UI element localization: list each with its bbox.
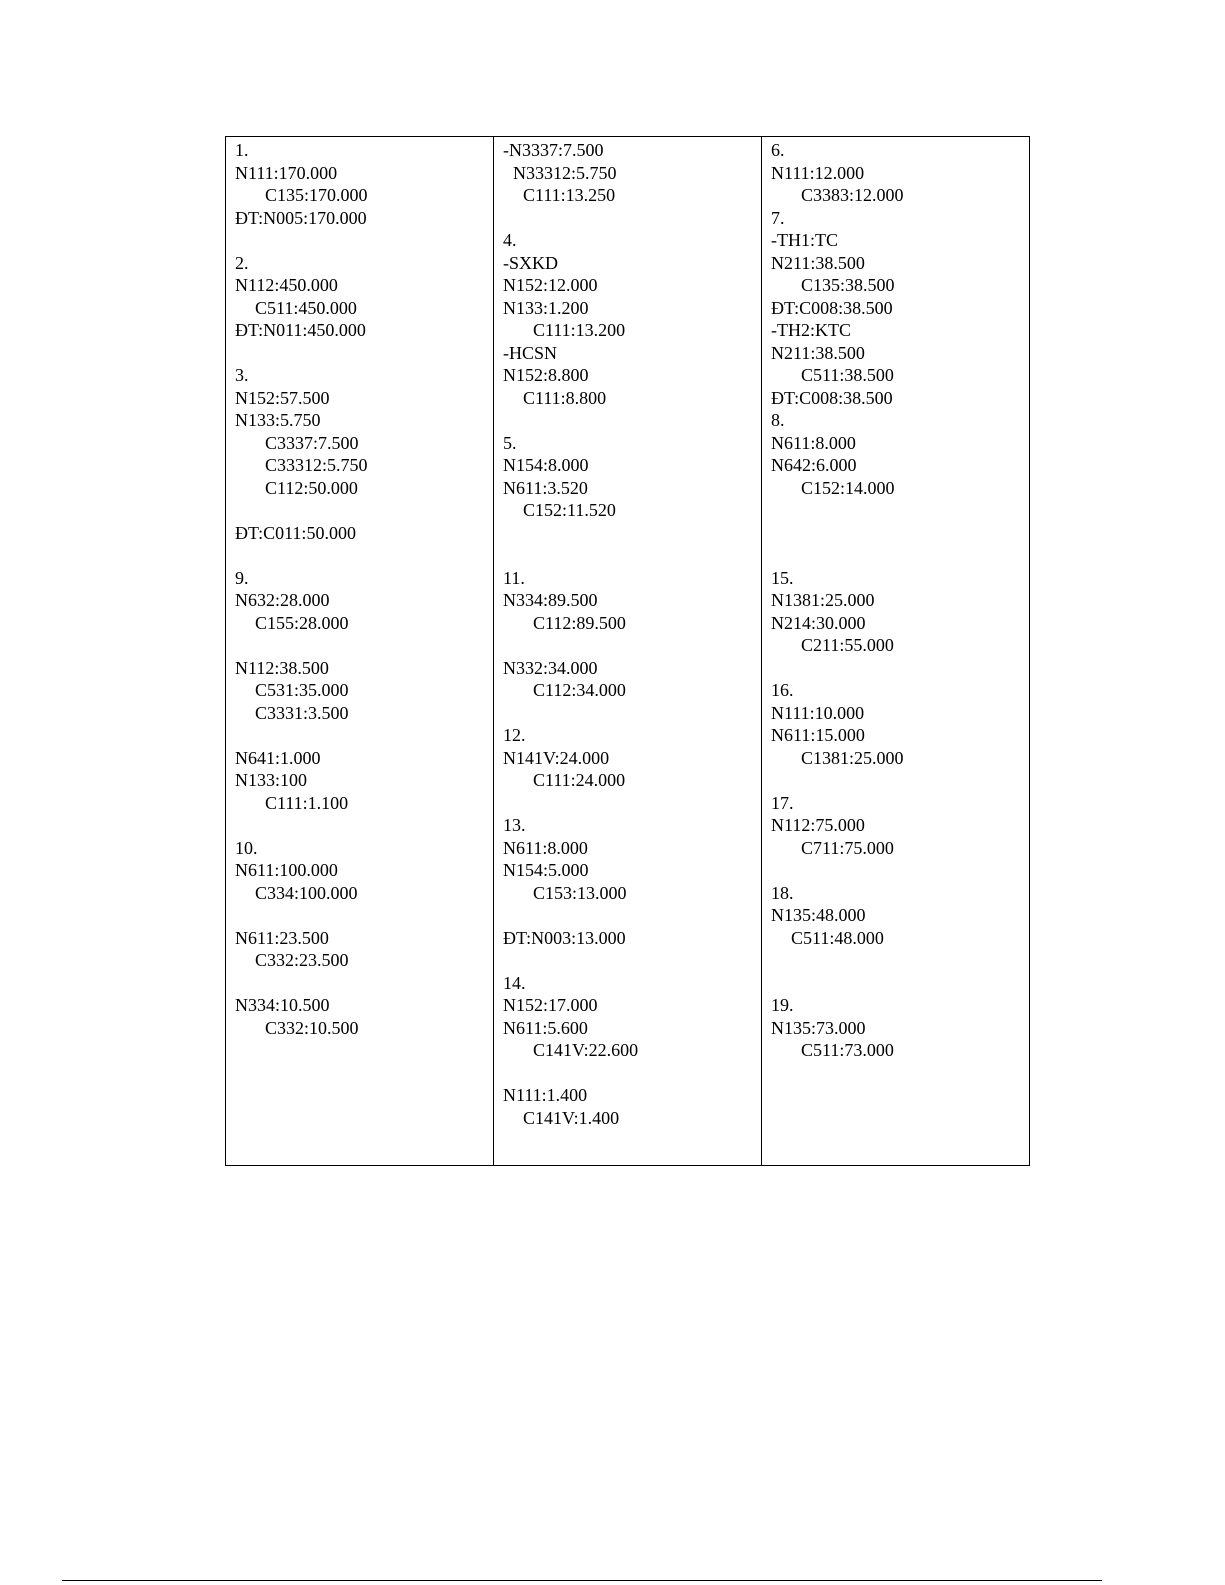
entry-line: C112:89.500 [533, 612, 626, 633]
entry-line: C33312:5.750 [265, 455, 368, 475]
entry-line: 6. [771, 140, 785, 160]
entry-line: C135:170.000 [265, 185, 368, 205]
entry-line: N332:34.000 [503, 657, 598, 678]
entry-line: 17. [771, 792, 794, 813]
entry-line: N111:1.400 [503, 1085, 588, 1105]
entry-line: N133:1.200 [503, 297, 589, 318]
blank-line [771, 859, 1029, 882]
entry-line: C111:24.000 [533, 770, 626, 790]
entry-line: 8. [771, 410, 785, 430]
entry-line: C111:13.200 [533, 320, 626, 340]
entry-line: ĐT:C008:38.500 [771, 387, 893, 408]
page-footer-rule [62, 1580, 1102, 1581]
entry-line: N641:1.000 [235, 747, 321, 768]
blank-line [503, 702, 761, 725]
blank-line [235, 229, 493, 252]
entry-line: N334:89.500 [503, 590, 598, 610]
column-left [226, 137, 494, 1166]
entry-line: C211:55.000 [801, 635, 894, 655]
entry-line: N211:38.500 [771, 252, 865, 273]
column-middle-content [494, 137, 761, 1129]
entry-line: 3. [235, 365, 249, 385]
entry-line: N111:12.000 [771, 162, 865, 183]
entry-line: C332:23.500 [255, 950, 349, 970]
entry-line: C155:28.000 [255, 612, 349, 633]
entry-line: C152:14.000 [801, 477, 895, 498]
blank-line [771, 522, 1029, 545]
blank-line [235, 814, 493, 837]
blank-line [503, 207, 761, 230]
entry-line: 5. [503, 432, 517, 453]
blank-line [503, 522, 761, 545]
blank-line [503, 949, 761, 972]
entry-line: C332:10.500 [265, 1017, 359, 1038]
entry-line: N152:12.000 [503, 275, 598, 295]
entry-line: N112:450.000 [235, 275, 338, 295]
entry-line: C141V:22.600 [533, 1040, 639, 1060]
entry-line: 1. [235, 140, 249, 160]
entry-line: C153:13.000 [533, 882, 627, 903]
entry-line: ĐT:C008:38.500 [771, 297, 893, 318]
blank-line [235, 634, 493, 657]
blank-line [771, 544, 1029, 567]
entry-line: -N3337:7.500 [503, 140, 604, 160]
column-left-content [226, 137, 493, 1039]
entry-line: C511:450.000 [255, 297, 357, 318]
entry-line: C511:73.000 [801, 1040, 894, 1060]
blank-line [771, 949, 1029, 972]
blank-line [503, 544, 761, 567]
entry-line: 4. [503, 230, 517, 250]
entry-line: C3331:3.500 [255, 702, 349, 723]
entry-line: 12. [503, 725, 526, 745]
entry-line: N133:100 [235, 770, 307, 790]
entry-line: C511:48.000 [791, 927, 884, 948]
entry-line: N112:38.500 [235, 657, 329, 678]
entry-line: ĐT:C011:50.000 [235, 522, 356, 543]
entry-line: C152:11.520 [523, 500, 616, 520]
blank-line [503, 904, 761, 927]
entry-line: C112:50.000 [265, 477, 358, 498]
entry-line: C531:35.000 [255, 680, 349, 700]
entry-line: C135:38.500 [801, 275, 895, 295]
entry-line: C111:1.100 [265, 792, 349, 813]
entry-line: N1381:25.000 [771, 590, 875, 610]
blank-line [235, 544, 493, 567]
entry-line: ĐT:N005:170.000 [235, 207, 367, 228]
blank-line [235, 342, 493, 365]
entry-line: ĐT:N003:13.000 [503, 927, 626, 948]
entry-line: C3383:12.000 [801, 185, 904, 205]
entry-line: -SXKD [503, 252, 559, 273]
entry-line: C141V:1.400 [523, 1107, 620, 1128]
entry-line: N135:48.000 [771, 905, 866, 925]
entry-line: C511:38.500 [801, 365, 894, 385]
entry-line: C3337:7.500 [265, 432, 359, 453]
entry-line: N611:5.600 [503, 1017, 588, 1038]
entry-line: 19. [771, 995, 794, 1015]
entry-line: 11. [503, 567, 525, 588]
entry-line: 2. [235, 252, 249, 273]
entry-line: N111:170.000 [235, 162, 338, 183]
blank-line [235, 724, 493, 747]
entry-line: N152:8.800 [503, 365, 589, 385]
entry-line: C112:34.000 [533, 680, 626, 700]
entry-line: N135:73.000 [771, 1017, 866, 1038]
entry-line: N611:8.000 [503, 837, 588, 858]
entry-line: N111:10.000 [771, 702, 865, 723]
entry-line: N611:3.520 [503, 477, 588, 498]
entry-line: N334:10.500 [235, 995, 330, 1015]
blank-line [503, 792, 761, 815]
entry-line: C334:100.000 [255, 882, 358, 903]
entry-line: N154:8.000 [503, 455, 589, 475]
blank-line [235, 972, 493, 995]
entry-line: -HCSN [503, 342, 558, 363]
blank-line [235, 904, 493, 927]
entry-line: N632:28.000 [235, 590, 330, 610]
entry-line: N611:8.000 [771, 432, 856, 453]
entry-line: N152:57.500 [235, 387, 330, 408]
blank-line [771, 769, 1029, 792]
entry-line: -TH2:KTC [771, 320, 851, 340]
entry-line: 16. [771, 680, 794, 700]
column-right [762, 137, 1030, 1166]
entry-line: N211:38.500 [771, 342, 865, 363]
entry-line: N611:23.500 [235, 927, 329, 948]
blank-line [771, 972, 1029, 995]
entry-line: 15. [771, 567, 794, 588]
entry-line: N642:6.000 [771, 455, 857, 475]
entry-line: 18. [771, 882, 794, 903]
entry-line: N112:75.000 [771, 815, 865, 835]
blank-line [771, 499, 1029, 522]
column-middle [494, 137, 762, 1166]
entry-line: N611:15.000 [771, 725, 865, 745]
journal-entries-table [225, 136, 1030, 1166]
entry-line: N152:17.000 [503, 995, 598, 1015]
entry-line: C1381:25.000 [801, 747, 904, 768]
blank-line [503, 1062, 761, 1085]
entry-line: N214:30.000 [771, 612, 866, 633]
entry-line: 13. [503, 815, 526, 835]
entry-line: 9. [235, 567, 249, 588]
entry-line: C111:8.800 [523, 387, 607, 408]
blank-line [771, 657, 1029, 680]
entry-line: 10. [235, 837, 258, 858]
blank-line [235, 499, 493, 522]
table-row [226, 137, 1030, 1166]
entry-line: 7. [771, 207, 785, 228]
entry-line: C711:75.000 [801, 837, 894, 858]
entry-line: N141V:24.000 [503, 747, 610, 768]
entry-line: N154:5.000 [503, 860, 589, 880]
entry-line: ĐT:N011:450.000 [235, 320, 366, 340]
entry-line: N33312:5.750 [513, 162, 617, 183]
entry-line: -TH1:TC [771, 230, 838, 250]
blank-line [503, 409, 761, 432]
entry-line: N611:100.000 [235, 860, 338, 880]
blank-line [503, 634, 761, 657]
entry-line: 14. [503, 972, 526, 993]
entry-line: N133:5.750 [235, 410, 321, 430]
entry-line: C111:13.250 [523, 185, 616, 205]
column-right-content [762, 137, 1029, 1062]
